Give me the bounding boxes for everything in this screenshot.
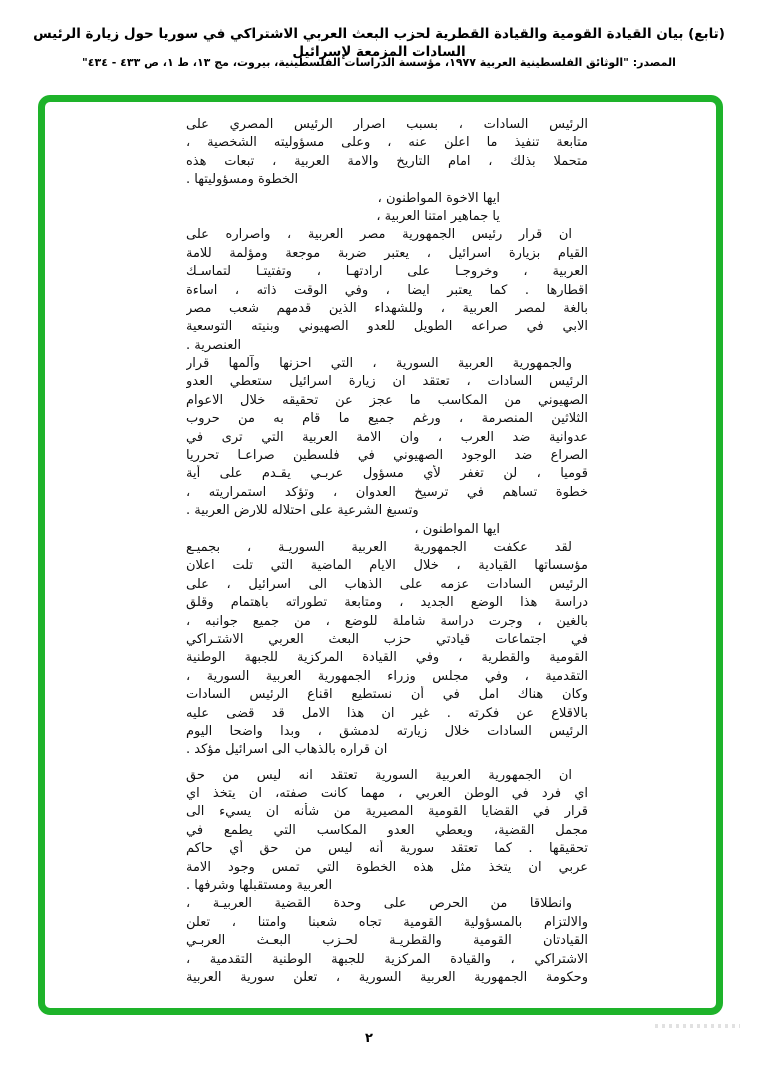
text-line: خطوة تساهم في ترسيخ العدوان ، وتؤكد استمراريته ، <box>186 484 588 500</box>
text-line: ان قراره بالذهاب الى اسرائيل مؤكد . <box>186 742 388 758</box>
text-line: ان الجمهورية العربية السورية تعتقد انه ليس من حق <box>186 767 572 783</box>
text-line: القيادتان القومية والقطريـة لحـزب البعـث العربـي <box>186 933 588 949</box>
text-line: الابي في صراعه الطويل للعدو الصهيوني وبنيته التوسعية <box>186 319 588 335</box>
text-line: قوميا ، لن تغفر لأي مسؤول عربـي يقـدم على أية <box>186 466 588 482</box>
text-line: الرئيس السادات ، بسبب اصرار الرئيس المصري على <box>186 117 588 132</box>
text-line: وكان هناك امل في أن نستطيع اقناع الرئيس السادات <box>186 687 588 703</box>
text-line: دراسة هذا الوضع الجديد ، ومتابعة تطوراته باهتمام وقلق <box>186 595 588 611</box>
text-line: العنصرية . <box>186 337 242 353</box>
text-line: مجمل القضية، ويعطي العدو المكاسب التي يطمع في <box>186 822 588 838</box>
text-line: متحملا بذلك ، امام التاريخ والامة العربية ، تبعات هذه <box>186 153 588 169</box>
text-line: مؤسساتها القيادية ، خلال الايام الماضية التي تلت اعلان <box>186 558 588 574</box>
text-line: والجمهورية العربية السورية ، التي احزنها وآلمها قرار <box>186 356 572 372</box>
text-line: الخطوة ومسؤوليتها . <box>186 172 299 188</box>
text-line: متابعة تنفيذ ما اعلن عنه ، وعلى مسؤوليته الشخصية ، <box>186 135 588 151</box>
text-line: الرئيس السادات ، تعتقد ان زيارة اسرائيل ستعطي العدو <box>186 374 588 390</box>
text-line: ايها الاخوة المواطنون ، <box>377 190 500 206</box>
text-line: بالغين ، وجرت دراسة شاملة للوضع ، من جميع جوانبه ، <box>186 613 588 629</box>
text-line: اقطارها . كما يعتبر ايضا ، وفي الوقت ذاته ، اساءة <box>186 282 588 298</box>
document-title: (تابع) بيان القيادة القومية والقيادة القطرية لحزب البعث العربي الاشتراكي في سوريا حول زيارة الرئيس السادات المزمعة لإسرائيل <box>33 26 725 60</box>
text-line: اي فرد في الوطن العربي ، مهما كانت صفته، ان يتخذ اي <box>186 786 588 802</box>
faint-print-artifact <box>655 1024 740 1028</box>
text-line: الصراع ضد الوجود الصهيوني في فلسطين صراعـا تحرريا <box>186 448 588 464</box>
text-line: عربي ان يتخذ مثل هذه الخطوة التي تمس وجود الامة <box>186 859 588 875</box>
text-line: بالغة لمصر العربية ، وللشهداء الذين قدمهم شعب مصر <box>186 300 588 316</box>
text-line: والالتزام بالمسؤولية القومية تجاه شعبنا وامتنا ، تعلن <box>186 914 588 930</box>
text-line: يا جماهير امتنا العربية ، <box>376 208 500 224</box>
text-line: القيام بزيارة اسرائيل ، يعتبر ضربة موجعة ومؤلمة للامة <box>186 245 588 261</box>
text-line: وحكومة الجمهورية العربية السورية ، تعلن سورية العربية <box>186 969 588 985</box>
text-line: الاشتراكي ، والقيادة المركزية للجبهة الوطنية التقدمية ، <box>186 951 588 967</box>
text-line: ان قرار رئيس الجمهورية مصر العربية ، واصراره على <box>186 227 572 243</box>
text-line: لقد عكفت الجمهورية العربية السوريـة ، بجميـع <box>186 539 572 555</box>
text-line: الرئيس السادات خلال زيارته لدمشق ، وبدا واضحا اليوم <box>186 723 588 739</box>
text-column <box>186 116 588 987</box>
text-line: التقدمية ، وفي مجلس وزراء الجمهورية العربية السورية ، <box>186 668 588 684</box>
text-line: العربية ، وخروجـا على ارادتهـا ، وتفتيتـا لتماسـك <box>186 264 588 280</box>
text-line: ايها المواطنون ، <box>414 521 500 537</box>
text-line: وتسبغ الشرعية على احتلاله للارض العربية . <box>186 503 419 519</box>
text-line: عدوانية ضد العرب ، وان الامة العربية التي ترى في <box>186 429 588 445</box>
page-number: ٢ <box>365 1031 373 1046</box>
text-line: قرار في القضايا القومية المصيرية من شأنه ان يسيء الى <box>186 804 588 820</box>
text-line: وانطلاقا من الحرص على وحدة القضية العربيـة ، <box>186 896 572 912</box>
text-line: الصهيوني من المكاسب ما عجز عن تحقيقه خلال الاعوام <box>186 392 588 408</box>
text-line: في اجتماعات قيادتي حزب البعث العربي الاشتـراكي <box>186 631 588 647</box>
text-line: بالاقلاع عن فكرته . غير ان هذا الامل قد قضى عليه <box>186 705 588 721</box>
text-line: القومية والقطرية ، وفي القيادة المركزية للجبهة الوطنية <box>186 650 588 666</box>
text-line: الثلاثين المنصرمة ، ورغم جميع ما قام به من حروب <box>186 411 588 427</box>
document-source-citation: المصدر: "الوثائق الفلسطينية العربية ١٩٧٧، مؤسسة الدراسات الفلسطينية، بيروت، مج ١٣، ط ١، ص ٤٣٣ - ٤٣٤" <box>82 56 676 69</box>
text-line: العربية ومستقبلها وشرفها . <box>186 878 333 894</box>
text-line: الرئيس السادات عزمه على الذهاب الى اسرائيل ، على <box>186 576 588 592</box>
text-line: تحقيقها . كما تعتقد سورية أنه ليس من حق أي حاكم <box>186 841 588 857</box>
